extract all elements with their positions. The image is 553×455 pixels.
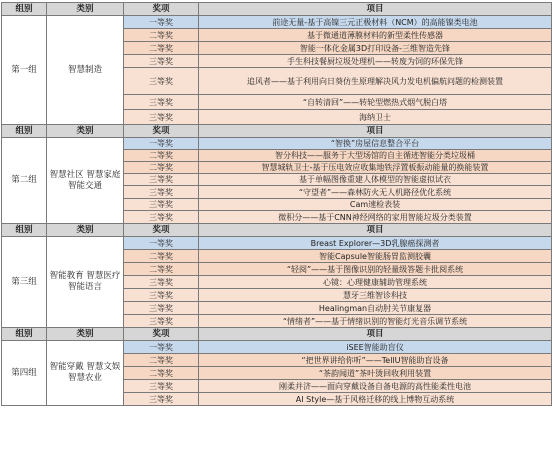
group-category: 智慧社区 智慧家庭 智能交通	[47, 138, 124, 224]
project-cell: “守望者”——森林防火无人机路径优化系统	[199, 186, 552, 199]
project-cell: “把世界讲给你听”——TellU智能助盲设备	[199, 354, 552, 367]
category-header: 类别	[47, 224, 124, 237]
award-cell: 二等奖	[124, 263, 199, 276]
project-cell: “茶韵闻道”茶叶烫回收利用装置	[199, 367, 552, 380]
project-cell: “智换”房屋信息整合平台	[199, 138, 552, 150]
project-header: 项目	[199, 328, 552, 341]
project-cell: 刚柔并济——面向穿戴设备自备电源的高性能柔性电池	[199, 380, 552, 393]
award-header: 奖项	[124, 224, 199, 237]
table-row	[2, 16, 552, 29]
group-name: 第一组	[2, 16, 47, 125]
award-cell: 二等奖	[124, 162, 199, 174]
award-cell: 三等奖	[124, 276, 199, 289]
award-cell: 三等奖	[124, 315, 199, 328]
project-cell: 智慧城轨卫士-基于压电效应收集地铁浮置板振动能量的换能装置	[199, 162, 552, 174]
award-cell: 一等奖	[124, 341, 199, 354]
award-cell: 三等奖	[124, 211, 199, 224]
group-category: 智慧制造	[47, 16, 124, 125]
project-cell: 海纳卫士	[199, 110, 552, 125]
table-row	[2, 138, 552, 150]
project-cell: “情绪者”——基于情绪识别的智能灯光音乐调节系统	[199, 315, 552, 328]
group-name: 第四组	[2, 341, 47, 406]
project-cell: 基于单幅图像重建人体模型的智能虚拟试衣	[199, 174, 552, 186]
awards-table-body	[2, 3, 552, 406]
award-cell: 三等奖	[124, 186, 199, 199]
award-cell: 三等奖	[124, 110, 199, 125]
project-header: 项目	[199, 3, 552, 16]
header-row	[2, 328, 552, 341]
header-row	[2, 224, 552, 237]
award-cell: 三等奖	[124, 393, 199, 406]
award-cell: 二等奖	[124, 42, 199, 55]
project-cell: Breast Explorer—3D乳腺癌探测者	[199, 237, 552, 250]
award-header: 奖项	[124, 125, 199, 138]
project-cell: 微积分——基于CNN神经网络的家用智能垃圾分类装置	[199, 211, 552, 224]
group-category: 智能教育 智慧医疗 智能语言	[47, 237, 124, 328]
group-category: 智能穿戴 智慧文娱 智慧农业	[47, 341, 124, 406]
group-header: 组别	[2, 328, 47, 341]
project-cell: Healingman自动肘关节康复器	[199, 302, 552, 315]
category-header: 类别	[47, 125, 124, 138]
award-cell: 二等奖	[124, 250, 199, 263]
award-cell: 三等奖	[124, 380, 199, 393]
award-cell: 二等奖	[124, 29, 199, 42]
project-cell: 前途无量-基于高镍三元正极材料（NCM）的高能镍类电池	[199, 16, 552, 29]
project-cell: “自转清回”——转轮型燃热式烟气脱白塔	[199, 95, 552, 110]
project-header: 项目	[199, 125, 552, 138]
award-header: 奖项	[124, 3, 199, 16]
award-cell: 三等奖	[124, 55, 199, 68]
table-row	[2, 341, 552, 354]
project-cell: 智能一体化金属3D打印设备-三维智造先锋	[199, 42, 552, 55]
project-cell: 追风者——基于利用向日葵仿生原理解决风力发电机偏航问题的检测装置	[199, 68, 552, 95]
award-cell: 二等奖	[124, 367, 199, 380]
project-header: 项目	[199, 224, 552, 237]
table-row	[2, 237, 552, 250]
project-cell: 智能Capsule智能肠胃监测胶囊	[199, 250, 552, 263]
award-cell: 三等奖	[124, 302, 199, 315]
category-header: 类别	[47, 3, 124, 16]
award-cell: 三等奖	[124, 199, 199, 211]
award-header: 奖项	[124, 328, 199, 341]
project-cell: 智分科技——服务于大型场馆的自主循迹智能分类垃圾桶	[199, 150, 552, 162]
header-row	[2, 125, 552, 138]
group-name: 第二组	[2, 138, 47, 224]
awards-table	[1, 2, 552, 406]
award-cell: 三等奖	[124, 174, 199, 186]
project-cell: 慧牙三维智诊科技	[199, 289, 552, 302]
group-header: 组别	[2, 125, 47, 138]
project-cell: Cam速检表装	[199, 199, 552, 211]
group-name: 第三组	[2, 237, 47, 328]
award-cell: 三等奖	[124, 95, 199, 110]
header-row	[2, 3, 552, 16]
project-cell: 手生科技餐厨垃圾处理机——转废为饲的环保先锋	[199, 55, 552, 68]
award-cell: 一等奖	[124, 237, 199, 250]
award-cell: 二等奖	[124, 150, 199, 162]
award-cell: 一等奖	[124, 138, 199, 150]
group-header: 组别	[2, 3, 47, 16]
category-header: 类别	[47, 328, 124, 341]
project-cell: 心镜：心理健康辅助管理系统	[199, 276, 552, 289]
award-cell: 三等奖	[124, 68, 199, 95]
project-cell: iSEE智能助盲仪	[199, 341, 552, 354]
group-header: 组别	[2, 224, 47, 237]
project-cell: “轻阅”——基于图像识别的轻量级答题卡批阅系统	[199, 263, 552, 276]
award-cell: 二等奖	[124, 354, 199, 367]
project-cell: AI Style—基于风格迁移的线上博物互动系统	[199, 393, 552, 406]
project-cell: 基于微通道薄膜材料的新型柔性传感器	[199, 29, 552, 42]
award-cell: 三等奖	[124, 289, 199, 302]
award-cell: 一等奖	[124, 16, 199, 29]
